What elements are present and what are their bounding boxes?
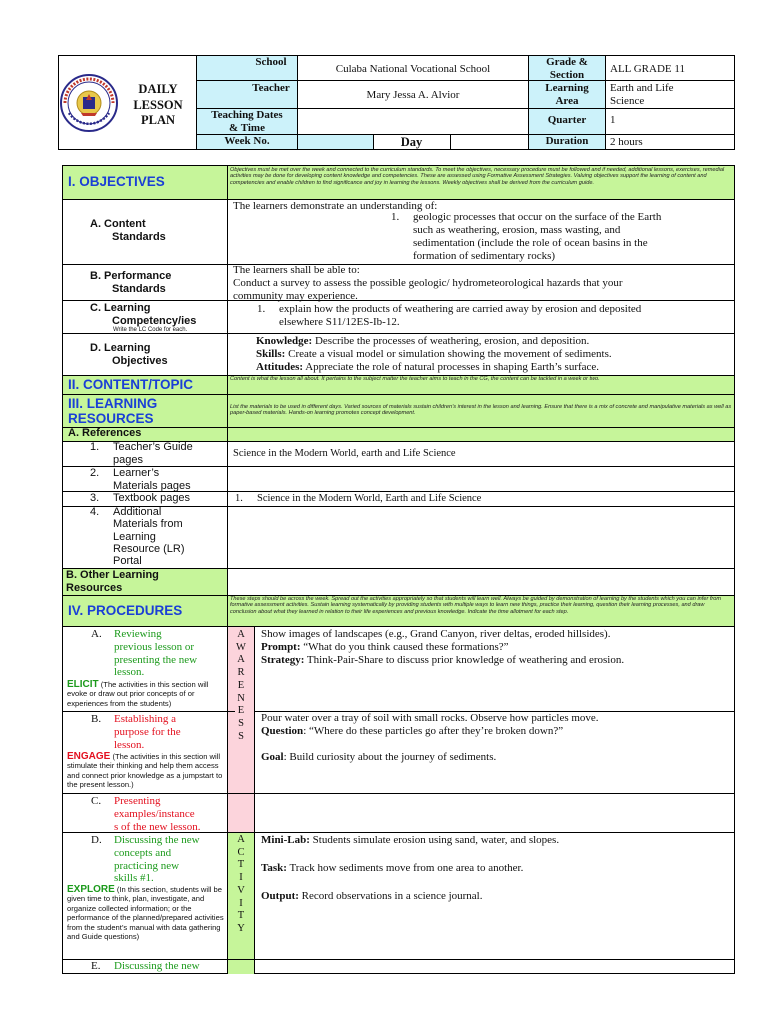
procedures-note: These steps should be across the week. Spread out the activities appropriately so that students will learn well. Always be guided by demonstration of learning by the students which you can infer from formative assessment activities. Sustain learning systematically by providing students with multiple ways to learn new things, practice their learning, question their learning processes, and draw conclusion about what they learned in relation to their life experiences and previous knowledge. Indicate the time allotment for each step. (230, 596, 722, 615)
grade-label: Grade & Section (546, 56, 588, 81)
content-note: Content is what the lesson all about. It pertains to the subject matter the teacher aims to teach in the CG, the content can be tackled in a week or two. (230, 376, 600, 382)
content-standards-intro: The learners demonstrate an understanding of: (233, 200, 438, 212)
step-e-letter: E. (91, 960, 101, 972)
engage-note: ENGAGE (The activities in this section will stimulate their thinking and help them access and connect prior knowledge as a jumpstart to the present lesson.) (67, 751, 223, 790)
teacher-value: Mary Jessa A. Alvior (366, 89, 460, 101)
learners-materials-label: Learner’s Materials pages (113, 467, 191, 492)
awareness-label: A W A R E N E S S (236, 629, 246, 742)
learning-competency-num: 1. (257, 303, 266, 315)
textbook-num: 3. (90, 492, 100, 504)
objectives-heading: I. OBJECTIVES (68, 174, 165, 189)
duration-label: Duration (545, 135, 589, 147)
week-label: Week No. (224, 135, 270, 147)
references-row (63, 427, 734, 441)
learning-competency-label: C. Learning Competency/ies (90, 302, 197, 327)
performance-standards-label: B. Performance Standards (90, 270, 172, 295)
step-e-title: Discussing the new (114, 960, 200, 972)
activity-label: A C T I V I T Y (237, 834, 245, 934)
school-value: Culaba National Vocational School (335, 63, 491, 75)
area-value: Earth and Life Science (610, 82, 674, 107)
step-a-content: Show images of landscapes (e.g., Grand Canyon, river deltas, eroded hillsides). Prompt: “What do you think caused these formations?” Strategy: Think-Pair-Share to discuss prior knowledge of weathering and erosion. (261, 628, 625, 666)
school-label: School (255, 56, 287, 68)
additional-materials-num: 4. (90, 506, 100, 518)
other-resources-label: B. Other Learning Resources (66, 569, 159, 594)
step-b-letter: B. (91, 713, 102, 725)
step-c-title: Presenting examples/instance s of the new lesson. (114, 795, 201, 833)
learning-competency-note: Write the LC Code for each. (113, 327, 188, 333)
header-week-bg (297, 134, 373, 149)
step-d-letter: D. (91, 834, 102, 846)
objectives-note: Objectives must be met over the week and connected to the curriculum standards. To meet the objectives, necessary procedure must be followed and if needed, additional lessons, exercises, remedial activities may be done for developing content knowledge and competencies. These are assessed using Formative Assessment Strategies. Valuing objectives support the learning of content and competencies and enable children to find significance and joy in learning the lessons. Weekly objectives shall be derived from the curriculum guide. (230, 167, 725, 186)
step-d-task: Task: Track how sediments move from one area to another. (261, 862, 524, 874)
resources-heading: III. LEARNING RESOURCES (68, 396, 158, 426)
content-heading: II. CONTENT/TOPIC (68, 377, 194, 392)
dlp-title: DAILY LESSON PLAN (133, 82, 183, 128)
additional-materials-label: Additional Materials from Learning Resource (LR) Portal (113, 506, 185, 568)
teachers-guide-label: 1. (90, 441, 100, 453)
learners-materials-num: 2. (90, 467, 100, 479)
references-label: A. References (68, 427, 142, 439)
procedures-heading: IV. PROCEDURES (68, 603, 183, 618)
area-label: Learning Area (545, 82, 589, 107)
step-c-letter: C. (91, 795, 102, 807)
step-b-content: Pour water over a tray of soil with small rocks. Observe how particles move. Question: “Where do these particles go after they’re broken down?” (261, 712, 599, 737)
textbook-value-num: 1. (235, 493, 243, 504)
step-d-minilab: Mini-Lab: Students simulate erosion using sand, water, and slopes. (261, 834, 560, 846)
quarter-label: Quarter (547, 114, 587, 126)
deped-seal-logo (59, 73, 119, 133)
teaching-dates-label: Teaching Dates & Time (211, 109, 283, 134)
performance-standards-text: The learners shall be able to: Conduct a survey to assess the possible geologic/ hydrometeorological hazards that your community may experience. (233, 264, 623, 302)
day-label: Day (400, 135, 423, 149)
duration-value: 2 hours (610, 136, 643, 148)
quarter-value: 1 (610, 114, 616, 126)
step-b-title: Establishing a purpose for the lesson. (114, 713, 181, 751)
step-a-letter: A. (91, 628, 102, 640)
step-a-title: Reviewing previous lesson or presenting the new lesson. (114, 628, 198, 679)
textbook-label: Textbook pages (113, 492, 191, 504)
grade-value: ALL GRADE 11 (610, 63, 685, 75)
resources-note: List the materials to be used in different days. Varied sources of materials sustain children’s interest in the lesson and learning. Ensure that there is a mix of concrete and manipulative materials as well as paper-based materials. Hands-on learning promotes concept development. (230, 404, 732, 417)
teacher-label: Teacher (252, 82, 290, 94)
step-d-title: Discussing the new concepts and practicing new skills #1. (114, 834, 200, 885)
content-standards-text: geologic processes that occur on the surface of the Earth such as weathering, erosion, mass wasting, and sedimentation (include the role of ocean basins in the formation of sedimentary rocks) (413, 211, 662, 262)
learning-objectives-label: D. Learning Objectives (90, 342, 168, 367)
learning-objectives-text: Knowledge: Describe the processes of weathering, erosion, and deposition. Skills: Create a visual model or simulation showing the movement of sediments. Attitudes: Appreciate the role of natural processes in shaping Earth’s surface. (256, 335, 612, 373)
textbook-value: Science in the Modern World, Earth and Life Science (257, 493, 482, 504)
step-b-goal: Goal: Build curiosity about the journey of sediments. (261, 751, 497, 763)
explore-note: EXPLORE (In this section, students will be given time to think, plan, investigate, and organize collected information; or the performance of the planned/prepared activities from the student’s manual with data gathering and Guide questions) (67, 884, 224, 942)
elicit-note: ELICIT (The activities in this section will evoke or draw out prior concepts of or experiences from the students) (67, 679, 209, 708)
learning-competency-text: explain how the products of weathering are carried away by erosion and deposited elsewhere S11/12ES-Ib-12. (279, 303, 642, 328)
teachers-guide-text: Teacher’s Guide pages (113, 441, 193, 466)
content-standards-num: 1. (391, 211, 400, 223)
step-d-output: Output: Record observations in a science journal. (261, 890, 483, 902)
teachers-guide-value: Science in the Modern World, earth and Life Science (233, 448, 456, 459)
content-standards-label: A. Content Standards (90, 218, 166, 243)
